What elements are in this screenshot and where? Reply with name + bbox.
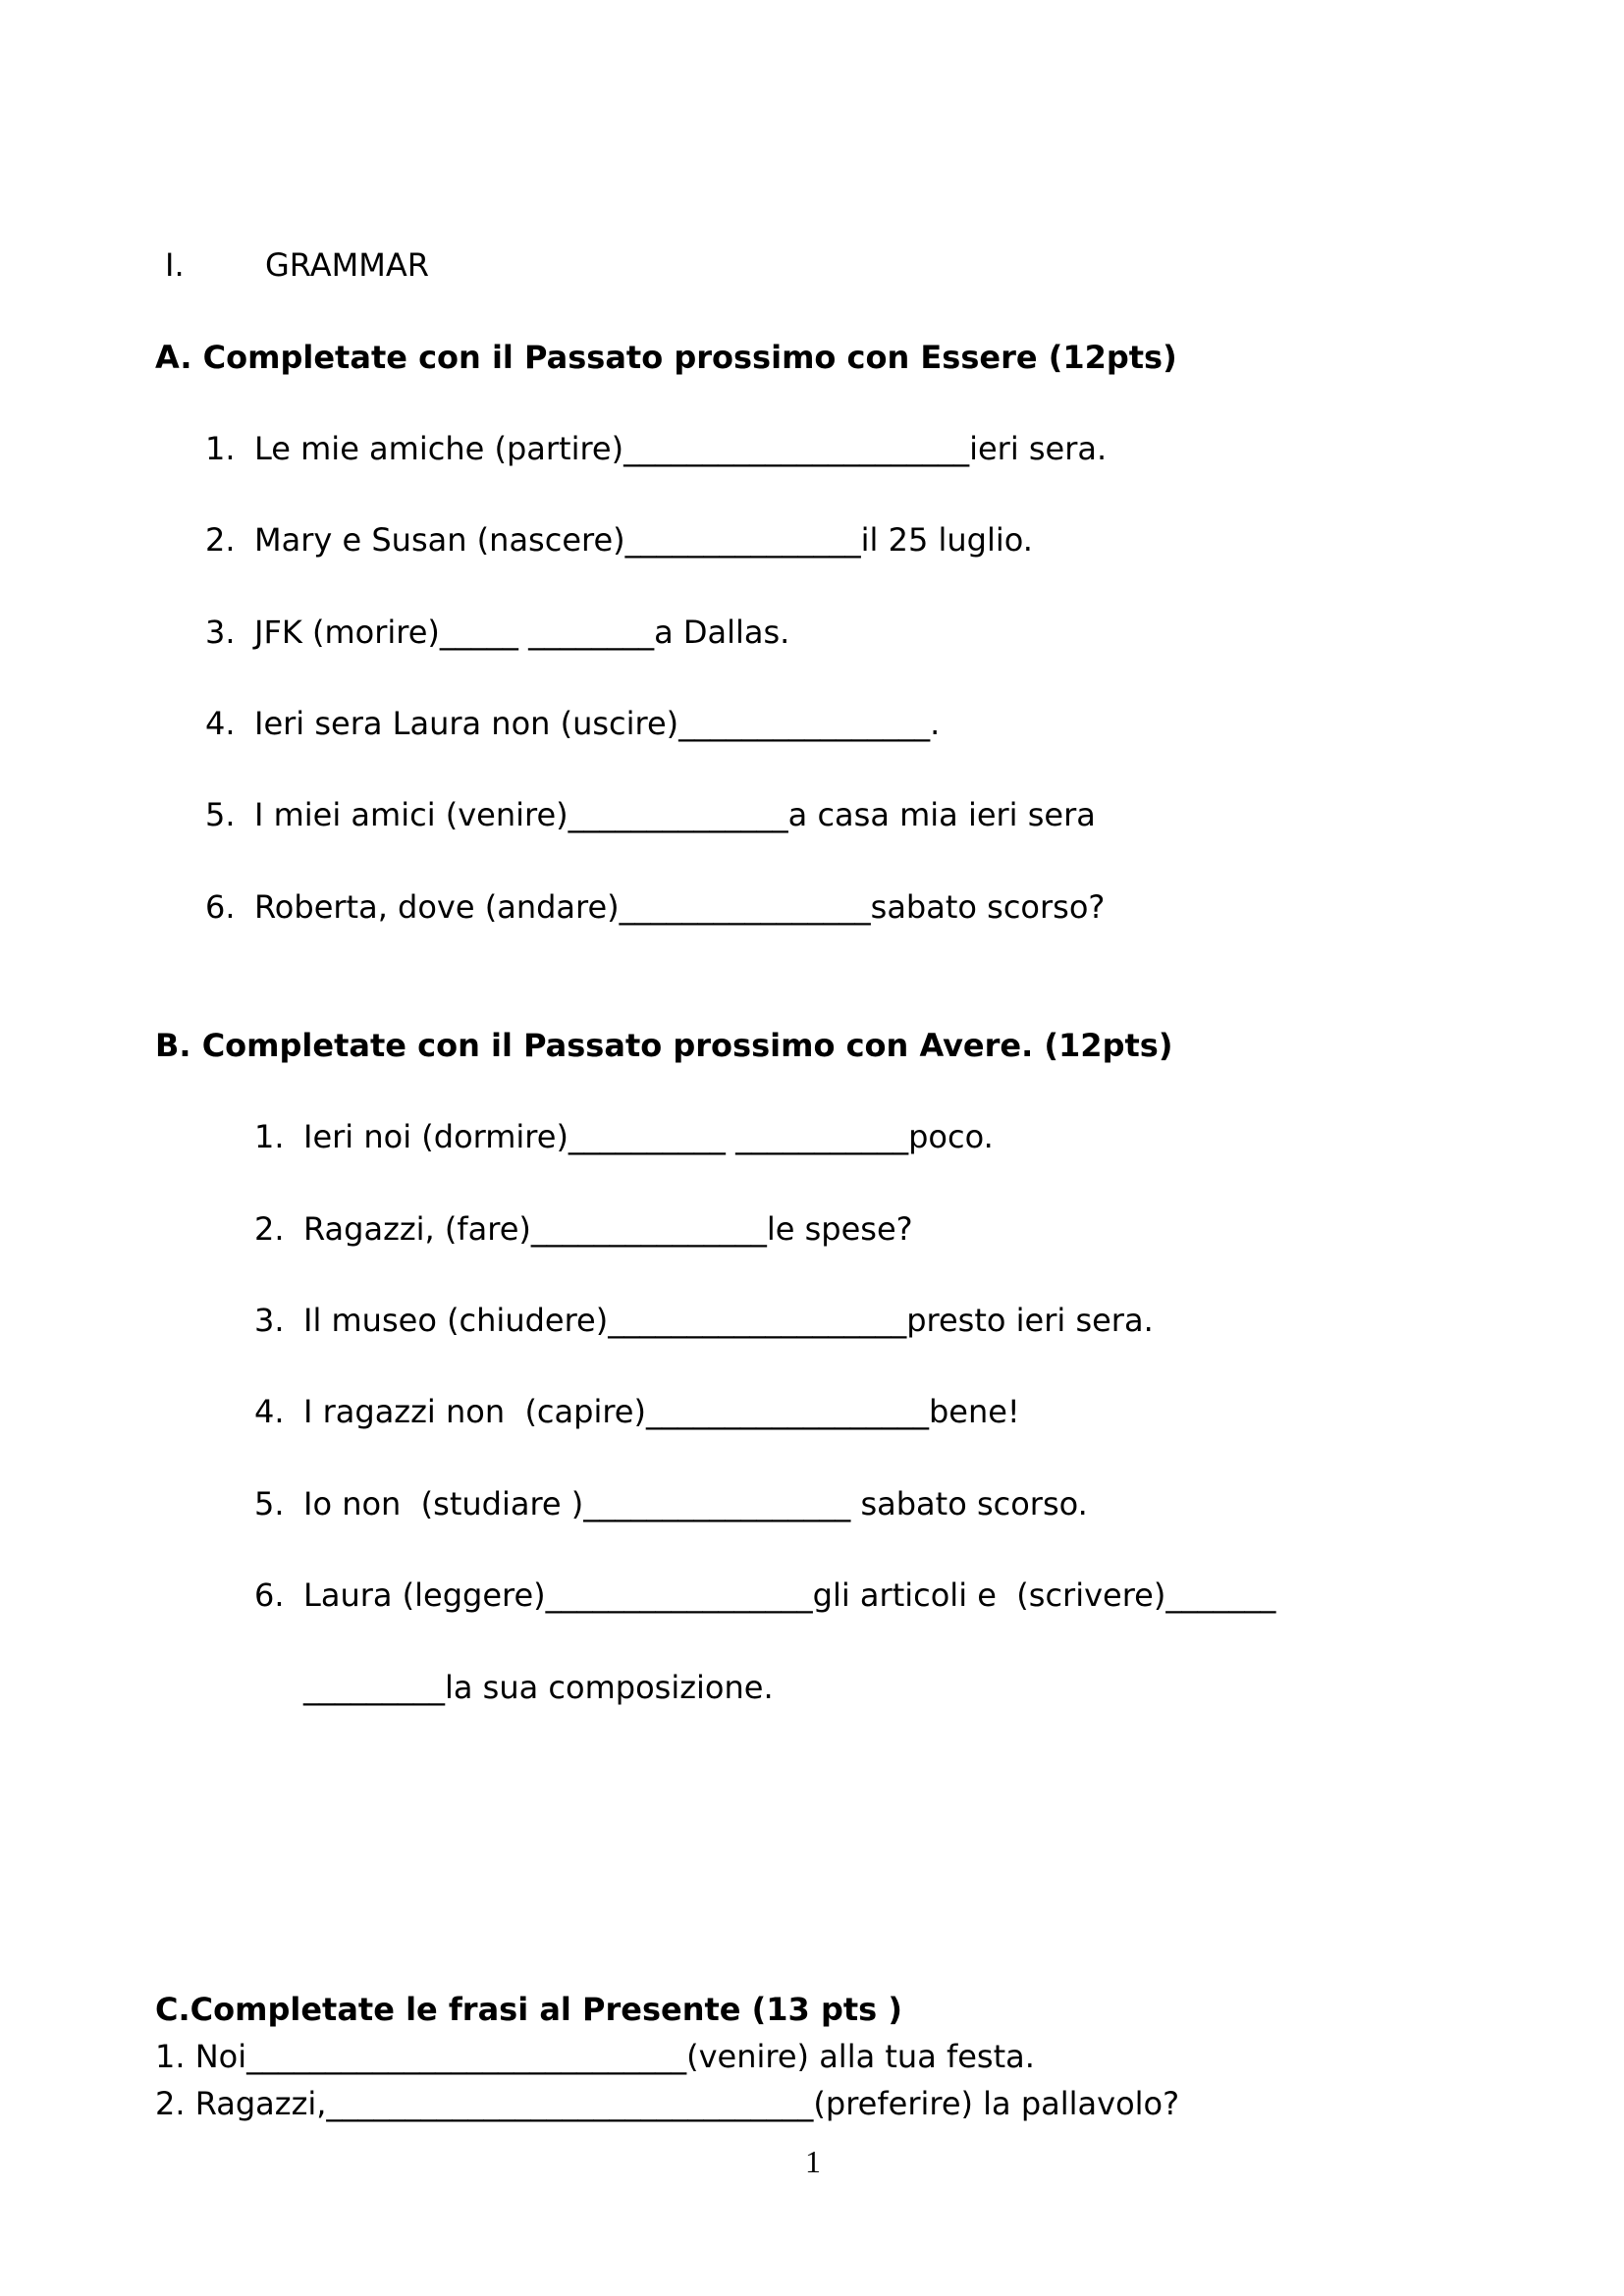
section-b-item-text: Il museo (chiudere)___________________presto ieri sera. <box>303 1302 1154 1339</box>
section-b-item-continuation: _________la sua composizione. <box>303 1669 774 1706</box>
section-b-item-number: 2. <box>254 1210 285 1248</box>
section-a-title: A. Completate con il Passato prossimo con Essere (12pts) <box>155 339 1177 376</box>
section-a-item-number: 1. <box>205 430 236 467</box>
section-b-item-number: 4. <box>254 1393 285 1430</box>
section-b-item-text: Ragazzi, (fare)_______________le spese? <box>303 1210 913 1248</box>
section-b-item-text: Laura (leggere)_________________gli articoli e (scrivere)_______ <box>303 1576 1276 1614</box>
heading-title: GRAMMAR <box>265 246 429 284</box>
section-a-item-text: Roberta, dove (andare)________________sabato scorso? <box>254 888 1106 926</box>
section-b-item-number: 3. <box>254 1302 285 1339</box>
section-a-item-number: 6. <box>205 888 236 926</box>
section-a-item-text: Ieri sera Laura non (uscire)________________. <box>254 705 941 742</box>
section-a-item-number: 4. <box>205 705 236 742</box>
section-b-item-text: I ragazzi non (capire)__________________bene! <box>303 1393 1020 1430</box>
section-b-item-number: 1. <box>254 1118 285 1155</box>
section-c-item: 2. Ragazzi,_______________________________(preferire) la pallavolo? <box>155 2085 1180 2122</box>
page-number: 1 <box>805 2144 821 2179</box>
section-a-item-text: Mary e Susan (nascere)_______________il 25 luglio. <box>254 521 1033 559</box>
section-c-item: 1. Noi____________________________(venire) alla tua festa. <box>155 2038 1035 2075</box>
section-c-title: C.Completate le frasi al Presente (13 pts ) <box>155 1991 902 2028</box>
section-a-item-text: JFK (morire)_____ ________a Dallas. <box>254 614 790 651</box>
section-b-item-number: 5. <box>254 1485 285 1522</box>
section-a-item-number: 5. <box>205 796 236 833</box>
section-b-item-number: 6. <box>254 1576 285 1614</box>
section-a-item-number: 2. <box>205 521 236 559</box>
section-b-item-text: Io non (studiare )_________________ sabato scorso. <box>303 1485 1088 1522</box>
section-a-item-number: 3. <box>205 614 236 651</box>
section-b-title: B. Completate con il Passato prossimo con Avere. (12pts) <box>155 1027 1173 1064</box>
section-a-item-text: Le mie amiche (partire)______________________ieri sera. <box>254 430 1108 467</box>
section-a-item-text: I miei amici (venire)______________a casa mia ieri sera <box>254 796 1096 833</box>
heading-roman-numeral: I. <box>165 246 185 284</box>
section-b-item-text: Ieri noi (dormire)__________ ___________poco. <box>303 1118 994 1155</box>
